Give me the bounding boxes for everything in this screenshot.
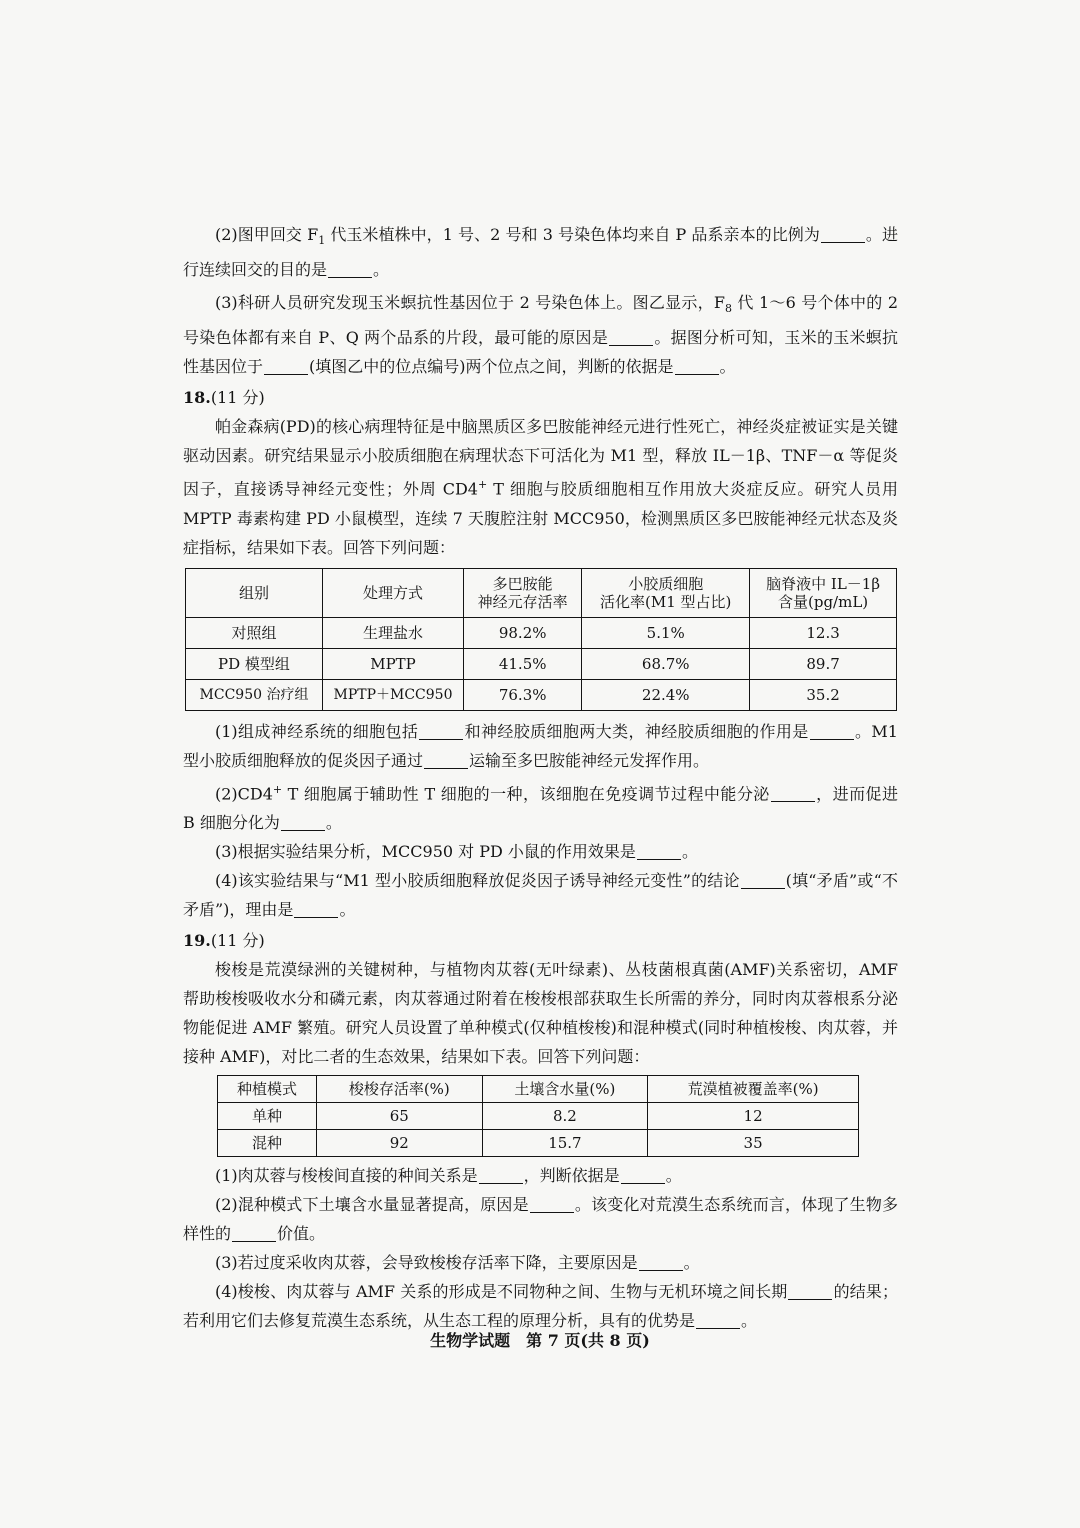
- q19-sub4: (4)梭梭、肉苁蓉与 AMF 关系的形成是不同物种之间、生物与无机环境之间长期 的结果；若利用它们去修复荒漠生态系统，从生态工程的原理分析，具有的优势是 。: [183, 1282, 898, 1331]
- table-header-cell: 组别: [186, 568, 323, 617]
- answer-blank[interactable]: [771, 783, 815, 802]
- table-cell: 65: [317, 1103, 483, 1130]
- q19-header: 19.(11 分): [183, 931, 265, 951]
- table-header-cell: 土壤含水量(%): [482, 1076, 648, 1103]
- page-content: [183, 220, 898, 1335]
- table-row: [218, 1103, 859, 1130]
- table-cell: 22.4%: [582, 679, 750, 710]
- q17-sub2: (2)图甲回交 $F_1$ 代玉米植株中，1 号、2 号和 3 号染色体均来自 P 品系亲本的比例为 。进行连续回交的目的是 。: [183, 225, 898, 280]
- table-cell: 12: [648, 1103, 859, 1130]
- answer-blank[interactable]: [419, 721, 463, 740]
- answer-blank[interactable]: [264, 356, 308, 375]
- answer-blank[interactable]: [479, 1165, 523, 1184]
- answer-blank[interactable]: [530, 1194, 574, 1213]
- table-header-cell: 梭梭存活率(%): [317, 1076, 483, 1103]
- table-cell: 68.7%: [582, 648, 750, 679]
- table-header-cell: 种植模式: [218, 1076, 317, 1103]
- table-cell: 8.2: [482, 1103, 648, 1130]
- q18-sub4: (4)该实验结果与“M1 型小胶质细胞释放促炎因子诱导神经元变性”的结论 (填“矛盾”或“不矛盾”)，理由是 。: [183, 871, 898, 920]
- table-header-row: [186, 568, 897, 617]
- answer-blank[interactable]: [232, 1223, 276, 1242]
- table-row: [218, 1130, 859, 1157]
- q19-sub2: (2)混种模式下土壤含水量显著提高，原因是 。该变化对荒漠生态系统而言，体现了生物多样性的 价值。: [183, 1195, 898, 1244]
- table-row: [186, 648, 897, 679]
- answer-blank[interactable]: [609, 327, 653, 346]
- table-cell: MCC950 治疗组: [186, 679, 323, 710]
- q17-sub3: (3)科研人员研究发现玉米螟抗性基因位于 2 号染色体上。图乙显示，$F_8$ 代 1～6 号个体中的 2 号染色体都有来自 P、Q 两个品系的片段，最可能的原因是 。据图分析可知，玉米的玉米螟抗性基因位于 (填图乙中的位点编号)两个位点之间，判断的依据是 。: [183, 293, 898, 377]
- q18-intro: 帕金森病(PD)的核心病理特征是中脑黑质区多巴胺能神经元进行性死亡，神经炎症被证实是关键驱动因素。研究结果显示小胶质细胞在病理状态下可活化为 M1 型，释放 IL－1β、TNF－α 等促炎因子，直接诱导神经元变性；外周 CD4+ T 细胞与胶质细胞相互作用放大炎症反应。研究人员用 MPTP 毒素构建 PD 小鼠模型，连续 7 天腹腔注射 MCC950，检测黑质区多巴胺能神经元状态及炎症指标，结果如下表。回答下列问题：: [183, 417, 898, 557]
- table-cell: 41.5%: [464, 648, 582, 679]
- answer-blank[interactable]: [294, 899, 338, 918]
- answer-blank[interactable]: [281, 812, 325, 831]
- table-cell: 15.7: [482, 1130, 648, 1157]
- table-header-cell: 多巴胺能 神经元存活率: [464, 568, 582, 617]
- table-header-row: [218, 1076, 859, 1103]
- q18-sub2: (2)CD4+ T 细胞属于辅助性 T 细胞的一种，该细胞在免疫调节过程中能分泌 ，进而促进 B 细胞分化为 。: [183, 782, 898, 833]
- table-header-cell: 处理方式: [323, 568, 464, 617]
- table-cell: 89.7: [750, 648, 897, 679]
- answer-blank[interactable]: [788, 1281, 832, 1300]
- answer-blank[interactable]: [696, 1310, 740, 1329]
- answer-blank[interactable]: [328, 259, 372, 278]
- answer-blank[interactable]: [637, 841, 681, 860]
- table-header-cell: 小胶质细胞 活化率(M1 型占比): [582, 568, 750, 617]
- q18-sub1: (1)组成神经系统的细胞包括 和神经胶质细胞两大类，神经胶质细胞的作用是 。M1 型小胶质细胞释放的促炎因子通过 运输至多巴胺能神经元发挥作用。: [183, 721, 898, 770]
- table-cell: 92: [317, 1130, 483, 1157]
- table-cell: 单种: [218, 1103, 317, 1130]
- q18-results-table: [185, 568, 897, 711]
- table-cell: 35.2: [750, 679, 897, 710]
- answer-blank[interactable]: [675, 356, 719, 375]
- table-cell: 对照组: [186, 617, 323, 648]
- answer-blank[interactable]: [424, 750, 468, 769]
- page-footer: 生物学试题 第 7 页(共 8 页): [430, 1331, 650, 1350]
- table-row: [186, 617, 897, 648]
- table-cell: 35: [648, 1130, 859, 1157]
- answer-blank[interactable]: [621, 1165, 665, 1184]
- table-cell: MPTP＋MCC950: [323, 679, 464, 710]
- table-row: [186, 679, 897, 710]
- table-cell: 生理盐水: [323, 617, 464, 648]
- answer-blank[interactable]: [741, 870, 785, 889]
- table-header-cell: 荒漠植被覆盖率(%): [648, 1076, 859, 1103]
- answer-blank[interactable]: [639, 1252, 683, 1271]
- table-header-cell: 脑脊液中 IL－1β 含量(pg/mL): [750, 568, 897, 617]
- table-cell: 98.2%: [464, 617, 582, 648]
- q19-results-table: [217, 1075, 859, 1157]
- answer-blank[interactable]: [821, 224, 865, 243]
- table-cell: PD 模型组: [186, 648, 323, 679]
- table-cell: 5.1%: [582, 617, 750, 648]
- table-cell: 76.3%: [464, 679, 582, 710]
- answer-blank[interactable]: [810, 721, 854, 740]
- q18-sub3: (3)根据实验结果分析，MCC950 对 PD 小鼠的作用效果是 。: [215, 842, 698, 862]
- table-cell: MPTP: [323, 648, 464, 679]
- q19-sub1: (1)肉苁蓉与梭梭间直接的种间关系是 ，判断依据是 。: [215, 1166, 682, 1186]
- q18-header: 18.(11 分): [183, 388, 265, 408]
- table-cell: 混种: [218, 1130, 317, 1157]
- q19-sub3: (3)若过度采收肉苁蓉，会导致梭梭存活率下降，主要原因是 。: [215, 1253, 700, 1273]
- table-cell: 12.3: [750, 617, 897, 648]
- q19-intro: 梭梭是荒漠绿洲的关键树种，与植物肉苁蓉(无叶绿素)、丛枝菌根真菌(AMF)关系密切，AMF 帮助梭梭吸收水分和磷元素，肉苁蓉通过附着在梭梭根部获取生长所需的养分，同时肉苁蓉根系分泌物能促进 AMF 繁殖。研究人员设置了单种模式(仅种植梭梭)和混种模式(同时种植梭梭、肉苁蓉，并接种 AMF)，对比二者的生态效果，结果如下表。回答下列问题：: [183, 960, 898, 1067]
